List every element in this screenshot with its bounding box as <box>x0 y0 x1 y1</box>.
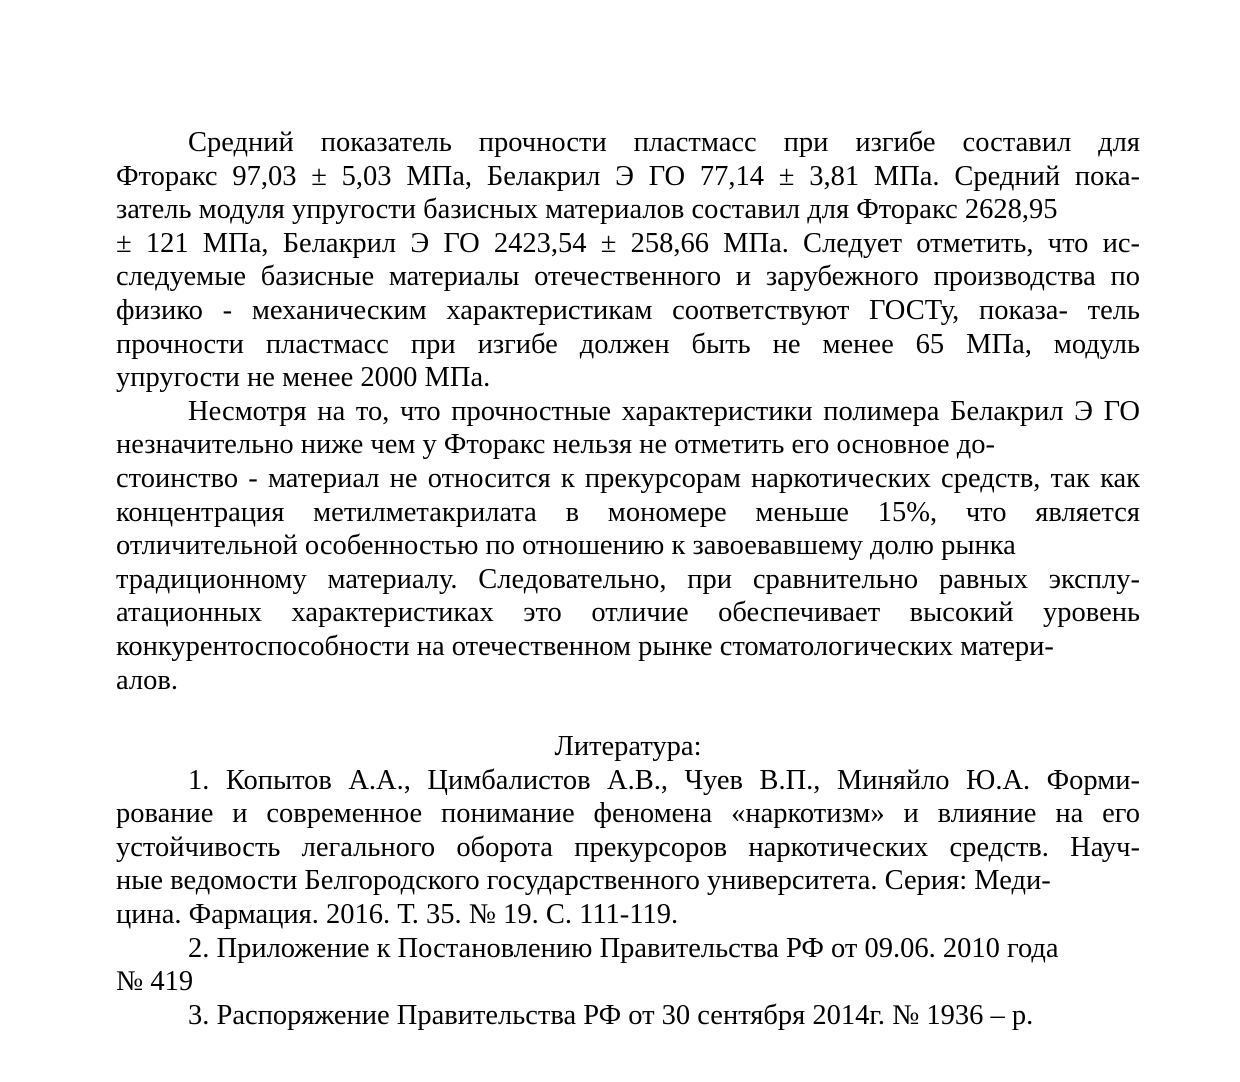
text-line: стоинство - материал не относится к прекурсорам наркотических средств, так как <box>116 462 1140 494</box>
text-line: Несмотря на то, что прочностные характеристики полимера Белакрил Э ГО <box>188 395 1140 427</box>
text-line: 2. Приложение к Постановлению Правительства РФ от 09.06. 2010 года <box>188 932 1059 964</box>
paragraph-strength <box>116 126 1140 395</box>
reference-item-1 <box>116 764 1140 932</box>
text-line: ± 121 МПа, Белакрил Э ГО 2423,54 ± 258,66 МПа. Следует отметить, что ис- <box>116 227 1140 259</box>
document-page <box>116 126 1140 1032</box>
text-line: атационных характеристиках это отличие обеспечивает высокий уровень <box>116 597 1140 629</box>
text-line: упругости не менее 2000 МПа. <box>116 362 491 394</box>
text-line: физико - механическим характеристикам соответствуют ГОСТу, показа- тель <box>116 294 1140 326</box>
text-line: следуемые базисные материалы отечественного и зарубежного производства по <box>116 261 1140 293</box>
paragraph-advantage <box>116 395 1140 697</box>
reference-item-3 <box>116 999 1140 1033</box>
text-line: традиционному материалу. Следовательно, при сравнительно равных эксплу- <box>116 563 1140 595</box>
text-line: ные ведомости Белгородского государственного университета. Серия: Меди- <box>116 865 1051 897</box>
text-line: концентрация метилметакрилата в мономере меньше 15%, что является <box>116 496 1140 528</box>
reference-item-2 <box>116 932 1140 999</box>
text-line: Средний показатель прочности пластмасс при изгибе составил для <box>188 127 1140 158</box>
text-line: алов. <box>116 664 178 696</box>
text-line: затель модуля упругости базисных материалов составил для Фторакс 2628,95 <box>116 194 1058 226</box>
references-heading: Литература: <box>554 731 702 763</box>
text-line: конкурентоспособности на отечественном рынке стоматологических матери- <box>116 630 1054 662</box>
text-line: 1. Копытов А.А., Цимбалистов А.В., Чуев В.П., Миняйло Ю.А. Форми- <box>188 764 1140 796</box>
text-line: рование и современное понимание феномена «наркотизм» и влияние на его <box>116 798 1140 830</box>
text-line: № 419 <box>116 966 194 998</box>
text-line: прочности пластмасс при изгибе должен быть не менее 65 МПа, модуль <box>116 328 1140 360</box>
text-line: 3. Распоряжение Правительства РФ от 30 сентября 2014г. № 1936 – р. <box>188 999 1034 1031</box>
text-line: незначительно ниже чем у Фторакс нельзя не отметить его основное до- <box>116 429 995 461</box>
text-line: отличительной особенностью по отношению к завоевавшему долю рынка <box>116 530 1016 562</box>
text-line: Фторакс 97,03 ± 5,03 МПа, Белакрил Э ГО 77,14 ± 3,81 МПа. Средний пока- <box>116 160 1140 192</box>
text-line: устойчивость легального оборота прекурсоров наркотических средств. Науч- <box>116 831 1140 863</box>
text-line: цина. Фармация. 2016. Т. 35. № 19. С. 111-119. <box>116 899 679 931</box>
